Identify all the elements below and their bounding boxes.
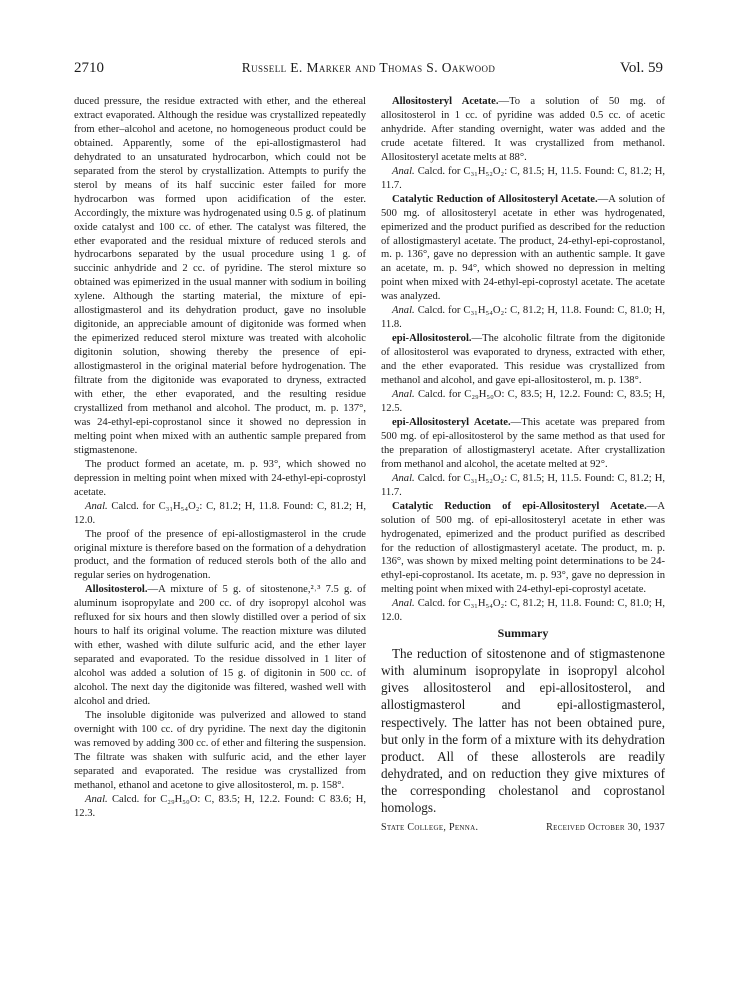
analysis-values: Calcd. for C₂₉H₅₀O: C, 83.5; H, 12.2. Found: C, 83.5; H, 12.5. xyxy=(381,389,665,414)
paragraph: duced pressure, the residue extracted with ether, and the ethereal extract evaporated. Although the residue was crystallized repeatedly from ether–alcohol and acetone, no homogeneous product could be obtained. Apparently, some of the epi-allostigmasterol had dehydrated to an unsaturated hydrocarbon, which could not be separated from the sterol by crystallization. Attempts to purify the sterol by means of its half succinic ester failed for more hydrocarbon was formed upon acidification of the ester. Accordingly, the mixture was hydrogenated using 0.5 g. of platinum oxide catalyst and 100 cc. of ether. The catalyst was filtered, the ether evaporated and the residual mixture of reduced sterols and hydrocarbons separated by the usual procedure using 1 g. of succinic anhydride and 2 cc. of pyridine. The sterol mixture so obtained was epimerized in the usual manner with sodium in boiling xylene. Although the starting material, the mixture of epi-allostigmasterol and its dehydration product, gave no insoluble digitonide, an appreciable amount of digitonide was formed when the epimerized reduced sterol mixture was treated with alcoholic digitonin solution, showing thereby the presence of epi-allostigmasterol in the original material before hydrogenation. The filtrate from the digitonide was evaporated to dryness, extracted with ether, the ether evaporated, and the resulting residue crystallized from methanol and alcohol. The product, m. p. 137°, was 24-ethyl-epi-coprostanol since it showed no depression in melting point when mixed with an authentic sample prepared from stigmastenone. xyxy=(74,96,366,456)
analysis-line xyxy=(381,597,665,625)
analysis-values: Calcd. for C₃₁H₅₂O₂: C, 81.5; H, 11.5. Found: C, 81.2; H, 11.7. xyxy=(381,472,666,498)
section-text: —A solution of 500 mg. of epi-allositosteryl acetate in ether was hydrogenated, epimerized and the product purified as described for the reduction of allostigmasteryl acetate. The product, m. p. 136°, was shown by mixed melting point determinations to be 24-ethyl-epi-coprostanol. Its acetate, m. p. 93°, gave no depression in melting point when mixed with 24-ethyl-epi-coprostyl acetate. xyxy=(381,500,665,596)
section-paragraph xyxy=(381,193,665,305)
section-text: —A solution of 500 mg. of allositosteryl acetate in ether was hydrogenated, epimerized and the product purified as described for the reduction of allostigmasteryl acetate. The product, 24-ethyl-epi-coprostanol, m. p. 136°, gave no depression with an authentic sample. It gave an acetate, m. p. 94°, which showed no depression in melting point when mixed with 24-ethyl-epi-coprostyl acetate. The acetate was analyzed. xyxy=(381,193,665,303)
section-paragraph xyxy=(381,332,665,388)
section-text: —The alcoholic filtrate from the digitonide of allositosterol was evaporated to dryness, extracted with ether, and the ether evaporated. This residue was crystallized from methanol and alcohol, and gave epi-allositosterol, m. p. 138°. xyxy=(381,333,665,387)
affiliation: State College, Penna. xyxy=(381,822,479,834)
analysis-line xyxy=(381,165,665,193)
analysis-label: Anal. xyxy=(85,500,108,512)
section-heading: Catalytic Reduction of Allositosteryl Acetate. xyxy=(392,193,598,205)
analysis-values: Calcd. for C₃₁H₅₂O₂: C, 81.5; H, 11.5. Found: C, 81.2; H, 11.7. xyxy=(381,165,666,191)
analysis-label: Anal. xyxy=(392,472,415,484)
section-heading: epi-Allositosteryl Acetate. xyxy=(392,416,511,428)
paragraph: The insoluble digitonide was pulverized and allowed to stand overnight with 100 cc. of dry pyridine. The next day the digitonin was removed by adding 300 cc. of ether and filtering the suspension. The filtrate was shaken with sulfuric acid, and the ether layer separated and evaporated. The residue was crystallized from methanol, ethanol and acetone to give allositosterol, m. p. 158°. xyxy=(74,709,366,791)
section-paragraph xyxy=(381,500,665,598)
analysis-line xyxy=(381,388,665,416)
analysis-label: Anal. xyxy=(392,305,415,317)
summary-text: The reduction of sitostenone and of stigmastenone with aluminum isopropylate in isopropyl alcohol gives allositosterol and epi-allositosterol, and allostigmasterol and epi-allostigmasterol, respectively. The latter has not been obtained pure, but only in the form of a mixture with its dehydration product. All of these allosterols are readily dehydrated, and on reduction they give mixtures of the corresponding cholestanol and coprostanol homologs. xyxy=(381,646,665,816)
analysis-line xyxy=(74,793,366,821)
analysis-values: Calcd. for C₃₁H₅₄O₂: C, 81.2; H, 11.8. Found: C, 81.0; H, 12.0. xyxy=(381,598,666,624)
paragraph: The proof of the presence of epi-allostigmasterol in the crude original mixture is therefore based on the formation of a dehydration product, and the formation of reduced sterols both of the allo and regular series on hydrogenation. xyxy=(74,528,366,582)
section-text: —This acetate was prepared from 500 mg. of epi-allositosterol by the same method as that used for the preparation of allostigmasteryl acetate. After crystallization from methanol and alcohol, the acetate melted at 92°. xyxy=(381,416,666,470)
analysis-line xyxy=(381,472,665,500)
section-text: —A mixture of 5 g. of sitostenone,²˒³ 7.5 g. of aluminum isopropylate and 200 cc. of dry isopropyl alcohol was refluxed for six hours and then slowly distilled over a period of six hours to half its original volume. The reaction mixture was diluted with ether, washed with dilute sulfuric acid, and the ether layer separated and evaporated. To the residue dissolved in 1 liter of alcohol was added a solution of 15 g. of digitonin in 500 cc. of alcohol. The next day the digitonide was filtered, washed well with alcohol and dried. xyxy=(74,584,366,707)
section-paragraph xyxy=(381,95,665,165)
section-heading: epi-Allositosterol. xyxy=(392,333,472,345)
analysis-label: Anal. xyxy=(392,165,415,177)
analysis-label: Anal. xyxy=(85,793,108,805)
section-heading: Allositosterol. xyxy=(85,584,148,596)
volume-label: Vol. 59 xyxy=(619,60,663,76)
analysis-values: Calcd. for C₃₁H₅₄O₂: C, 81.2; H, 11.8. Found: C, 81.2; H, 12.0. xyxy=(74,500,366,526)
analysis-label: Anal. xyxy=(392,598,415,610)
left-column xyxy=(74,95,366,821)
summary-heading: Summary xyxy=(497,626,549,641)
analysis-values: Calcd. for C₃₁H₅₄O₂: C, 81.2; H, 11.8. Found: C, 81.0; H, 11.8. xyxy=(381,305,666,331)
running-title: Russell E. Marker and Thomas S. Oakwood xyxy=(241,60,496,75)
page-number: 2710 xyxy=(74,60,104,76)
section-heading: Allositosteryl Acetate. xyxy=(392,96,499,107)
analysis-line xyxy=(74,500,366,528)
right-column xyxy=(381,95,665,835)
page-header xyxy=(74,60,663,80)
received-date: Received October 30, 1937 xyxy=(546,822,665,834)
section-text: —To a solution of 50 mg. of allositosterol in 1 cc. of pyridine was added 0.5 cc. of acetic anhydride. After standing overnight, water was added and the crude acetate filtered. It was crystallized from methanol. Allositosteryl acetate melts at 88°. xyxy=(381,96,665,163)
article-footer xyxy=(381,821,665,835)
analysis-values: Calcd. for C₂₉H₅₀O: C, 83.5; H, 12.2. Found: C 83.6; H, 12.3. xyxy=(74,793,366,819)
analysis-label: Anal. xyxy=(392,389,415,401)
section-heading: Catalytic Reduction of epi-Allositosteryl Acetate. xyxy=(392,500,647,512)
section-paragraph xyxy=(381,416,665,472)
section-paragraph xyxy=(74,583,366,709)
analysis-line xyxy=(381,304,665,332)
paragraph: The product formed an acetate, m. p. 93°, which showed no depression in melting point when mixed with 24-ethyl-epi-coprostyl acetate. xyxy=(74,458,366,498)
